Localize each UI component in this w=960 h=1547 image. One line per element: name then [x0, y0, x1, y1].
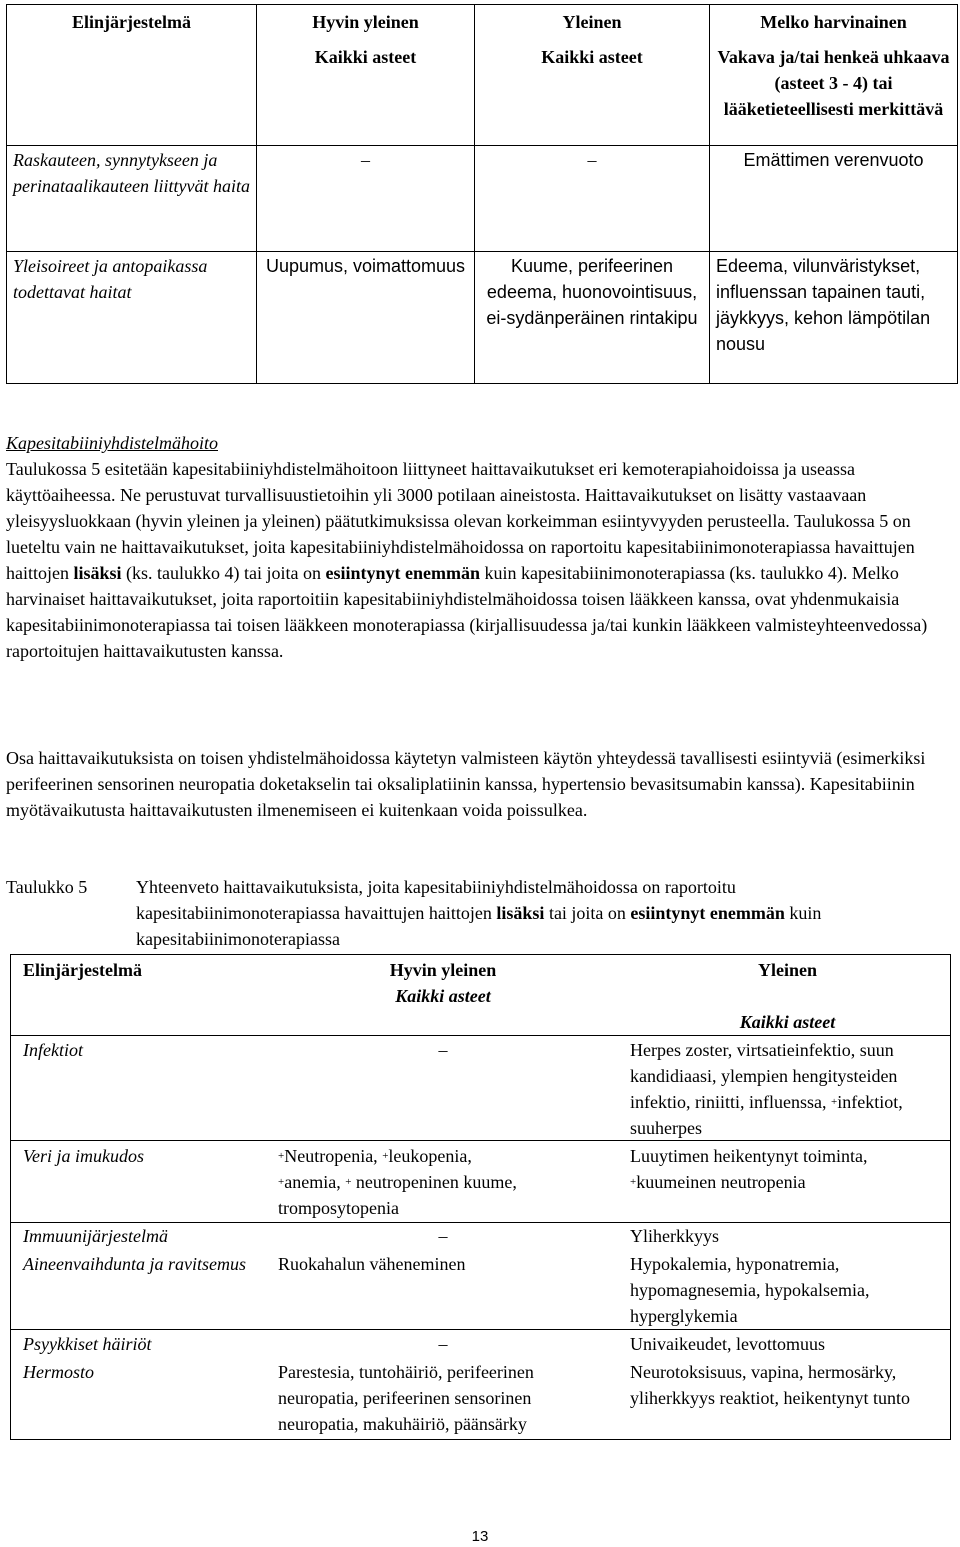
table5-row3-common: Yliherkkyys [630, 1226, 719, 1246]
table1-subheader-row [7, 35, 958, 146]
caption-part-c: tai joita on [544, 903, 631, 923]
section-heading: Kapesitabiiniyhdistelmähoito [6, 433, 218, 453]
table1-subheader-very-common: Kaikki asteet [257, 35, 475, 146]
paragraph-1-emphasis-more: esiintynyt enemmän [325, 563, 480, 583]
caption-part-e: kuin kapesitabiinimonoterapiassa [136, 903, 822, 949]
table5-row2-system: Veri ja imukudos [23, 1146, 144, 1166]
table1-row1-system: Raskauteen, synnytykseen ja perinataalikauteen liittyvät haita [7, 146, 257, 252]
table5-row2-common: Luuytimen heikentynyt toiminta, +kuumeinen neutropenia [630, 1146, 868, 1192]
table1-row1-common: – [475, 146, 710, 252]
table5-row-divider [11, 1329, 950, 1330]
paragraph-1 [6, 456, 946, 664]
adverse-effects-table-1 [6, 4, 958, 384]
table5-row1-system: Infektiot [23, 1040, 83, 1060]
table5-subheader-very-common: Kaikki asteet [395, 986, 491, 1006]
table5-row6-common: Neurotoksisuus, vapina, hermosärky, yliherkkyys reaktiot, heikentynyt tunto [630, 1362, 910, 1408]
table5-row6-system: Hermosto [23, 1362, 94, 1382]
paragraph-2: Osa haittavaikutuksista on toisen yhdistelmähoidossa käytetyn valmisteen käytön yhteydessä tavallisesti esiintyviä (esimerkiksi perifeerinen sensorinen neuropatia doketakselin tai oksaliplatiinin kanssa, hypertensio bevasitsumabin kanssa). Kapesitabiinin myötävaikutusta haittavaikutusten ilmenemiseen ei kuitenkaan voida poissulkea. [6, 748, 926, 820]
caption-part-a: Yhteenveto haittavaikutuksista, joita kapesitabiiniyhdistelmähoidossa on raportoitu kapesitabiinimonoterapiassa havaittujen haittojen [136, 877, 736, 923]
table1-header-very-common: Hyvin yleinen [257, 5, 475, 36]
table5-header-very-common: Hyvin yleinen [389, 960, 497, 980]
table5-row5-common: Univaikeudet, levottomuus [630, 1334, 825, 1354]
table1-row2-uncommon: Edeema, vilunväristykset, influenssan tapainen tauti, jäykkyys, kehon lämpötilan nousu [710, 252, 958, 384]
paragraph-1-part-c: (ks. taulukko 4) tai joita on [121, 563, 326, 583]
adverse-effects-table-5 [10, 954, 951, 1440]
table1-subheader-system [7, 35, 257, 146]
paragraph-2-block [6, 745, 946, 823]
table-row [7, 252, 958, 384]
table1-row2-very-common: Uupumus, voimattomuus [257, 252, 475, 384]
table5-row6-very-common: Parestesia, tuntohäiriö, perifeerinen neuropatia, perifeerinen sensorinen neuropatia, makuhäiriö, päänsärky [278, 1362, 534, 1434]
table5-row4-common: Hypokalemia, hyponatremia, hypomagnesemia, hypokalsemia, hyperglykemia [630, 1254, 870, 1326]
table5-row3-system: Immuunijärjestelmä [23, 1226, 168, 1246]
table5-row-divider [11, 1140, 950, 1141]
table5-row1-very-common: – [438, 1040, 448, 1060]
table1-header-system: Elinjärjestelmä [7, 5, 257, 36]
table5-caption-text [136, 874, 936, 952]
table5-row4-very-common: Ruokahalun väheneminen [278, 1254, 466, 1274]
table5-header-system: Elinjärjestelmä [23, 960, 142, 980]
table5-row5-system: Psyykkiset häiriöt [23, 1334, 152, 1354]
table5-caption-label: Taulukko 5 [6, 877, 88, 897]
caption-emphasis-additional: lisäksi [496, 903, 545, 923]
table1-row1-very-common: – [257, 146, 475, 252]
table1-subheader-uncommon: Vakava ja/tai henkeä uhkaava (asteet 3 - 4) tai lääketieteellisesti merkittävä [710, 35, 958, 146]
table5-row2-very-common: +Neutropenia, +leukopenia, +anemia, + neutropeninen kuume, tromposytopenia [278, 1146, 517, 1218]
table5-header-common: Yleinen [757, 960, 817, 980]
table5-subheader-common: Kaikki asteet [739, 1012, 836, 1032]
table1-header-common: Yleinen [475, 5, 710, 36]
table1-header-row [7, 5, 958, 36]
table1-row2-system: Yleisoireet ja antopaikassa todettavat haitat [7, 252, 257, 384]
paragraph-1-part-a: Taulukossa 5 esitetään kapesitabiiniyhdistelmähoitoon liittyneet haittavaikutukset eri kemoterapiahoidoissa ja useassa käyttöaiheessa. Ne perustuvat turvallisuustietoihin yli 3000 potilaan aineistosta. Haittavaikutukset on lisätty vastaavaan yleisyysluokkaan (hyvin yleinen ja yleinen) päätutkimuksissa olevan korkeimman esiintyvyyden perusteella. Taulukossa 5 on lueteltu vain ne haittavaikutukset, joita kapesitabiiniyhdistelmähoidossa on raportoitu kapesitabiinimonoterapiassa havaittujen haittojen [6, 459, 915, 583]
table-row [7, 146, 958, 252]
table5-row4-system: Aineenvaihdunta ja ravitsemus [23, 1254, 246, 1274]
table5-header-divider [11, 1035, 950, 1036]
page-number: 13 [471, 1528, 489, 1545]
section-combination-therapy [6, 430, 946, 664]
caption-emphasis-more: esiintynyt enemmän [630, 903, 785, 923]
table1-row2-common: Kuume, perifeerinen edeema, huonovointisuus, ei-sydänperäinen rintakipu [475, 252, 710, 384]
table5-row1-common: Herpes zoster, virtsatieinfektio, suun kandidiaasi, ylempien hengitysteiden infektio, riniitti, influenssa, +infektiot, suuherpes [630, 1040, 903, 1138]
table5-row5-very-common: – [438, 1334, 448, 1354]
table1-subheader-common: Kaikki asteet [475, 35, 710, 146]
table1-header-uncommon: Melko harvinainen [710, 5, 958, 36]
paragraph-1-part-e: kuin kapesitabiinimonoterapiassa (ks. taulukko 4). Melko harvinaiset haittavaikutukset, joita raportoitiin kapesitabiiniyhdistelmähoidossa toisen lääkkeen kanssa, ovat yhdenmukaisia kapesitabiinimonoterapiassa tai toisen lääkkeen monoterapiassa (kirjallisuudessa ja/tai kunkin lääkkeen valmisteyhteenvedossa) raportoitujen haittavaikutusten kanssa. [6, 563, 928, 661]
paragraph-1-emphasis-additional: lisäksi [73, 563, 122, 583]
table5-row3-very-common: – [438, 1226, 448, 1246]
table1-row1-uncommon: Emättimen verenvuoto [710, 146, 958, 252]
